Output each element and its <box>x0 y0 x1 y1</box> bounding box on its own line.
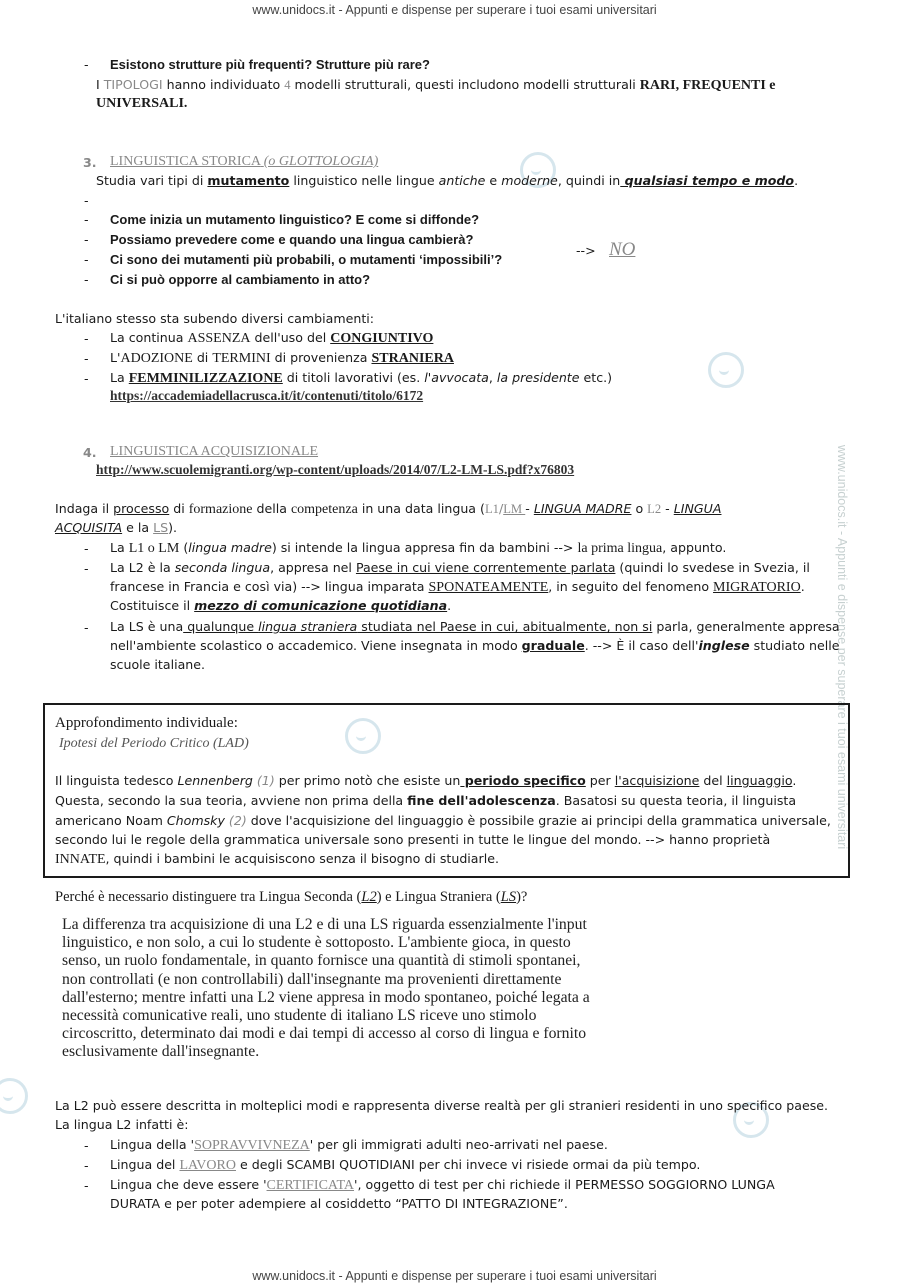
ls-item-line-2: nell'ambiente scolastico o accademico. Viene insegnata in modo graduale. --> È il caso dell'inglese studiato nelle <box>110 638 840 653</box>
l2-desc-item: Lingua del LAVORO e degli SCAMBI QUOTIDIANI per chi invece vi risiede ormai da più tempo. <box>110 1157 701 1173</box>
quoted-paragraph <box>62 916 602 1062</box>
bullet-dash: - <box>84 212 89 227</box>
question-item: Come inizia un mutamento linguistico? E come si diffonde? <box>110 212 480 227</box>
bullet-dash: - <box>84 1158 89 1173</box>
approfondimento-line-3: americano Noam Chomsky (2) dove l'acquisizione del linguaggio è possibile grazie ai principi della grammatica universale, <box>55 813 831 828</box>
question-item: Ci sono dei mutamenti più probabili, o mutamenti ‘impossibili’? <box>110 252 503 267</box>
bullet-dash: - <box>84 1138 89 1153</box>
scuolemigranti-link[interactable]: http://www.scuolemigranti.org/wp-content/uploads/2014/07/L2-LM-LS.pdf?x76803 <box>96 462 575 477</box>
l1-item: La L1 o LM (lingua madre) si intende la lingua appresa fin da bambini --> la prima lingua, appunto. <box>110 540 727 556</box>
approfondimento-title: Approfondimento individuale: <box>55 715 238 731</box>
bullet-dash: - <box>84 272 89 287</box>
crusca-link[interactable]: https://accademiadellacrusca.it/it/contenuti/titolo/6172 <box>110 388 424 403</box>
section-4-title: LINGUISTICA ACQUISIZIONALE <box>110 444 319 459</box>
intro-question: Esistono strutture più frequenti? Strutture più rare? <box>110 57 430 72</box>
quote-line: dall'esterno; mentre infatti una L2 viene appresa in modo spontaneo, poiché legata a <box>62 988 590 1006</box>
cambiamento-item: La FEMMINILIZZAZIONE di titoli lavorativi (es. l'avvocata, la presidente etc.) <box>110 370 613 386</box>
l2-desc-item-continuation: DURATA e per poter adempiere al cosiddetto “PATTO DI INTEGRAZIONE”. <box>110 1196 568 1211</box>
bullet-dash: - <box>84 561 89 576</box>
l2-item-line-1: La L2 è la seconda lingua, appresa nel Paese in cui viene correntemente parlata (quindi lo svedese in Svezia, il <box>110 560 810 575</box>
bullet-dash: - <box>84 371 89 386</box>
indaga-line-1: Indaga il processo di formazione della competenza in una data lingua (L1/LM - LINGUA MADRE o L2 - LINGUA <box>55 501 722 517</box>
answer-arrow: --> <box>576 243 596 258</box>
approfondimento-line-4: secondo lui le regole della grammatica universale sono presenti in tutte le lingue del mondo. --> hanno proprietà <box>55 832 771 847</box>
quote-line: circoscritto, determinato dai modi e dai tempi di accesso al corso di lingua e fornito <box>62 1025 587 1043</box>
l2-desc-item: Lingua che deve essere 'CERTIFICATA', oggetto di test per chi richiede il PERMESSO SOGGIORNO LUNGA <box>110 1177 775 1193</box>
approfondimento-line-2: Questa, secondo la sua teoria, avviene non prima della fine dell'adolescenza. Basatosi su questa teoria, il linguista <box>55 793 797 808</box>
ls-item-line-3: scuole italiane. <box>110 657 206 672</box>
quote-line: senso, un ruolo fondamentale, in quanto fornisce una quantità di stimoli spontanei, <box>62 952 581 970</box>
ls-item-line-1: La LS è una qualunque lingua straniera studiata nel Paese in cui, abitualmente, non si parla, generalmente appresa <box>110 619 840 634</box>
watermark-header: www.unidocs.it - Appunti e dispense per superare i tuoi esami universitari <box>252 3 657 17</box>
cambiamento-item: L'ADOZIONE di TERMINI di provenienza STRANIERA <box>110 350 454 366</box>
approfondimento-subtitle: Ipotesi del Periodo Critico (LAD) <box>59 736 249 751</box>
approfondimento-line-5: INNATE, quindi i bambini le acquisiscono senza il bisogno di studiarle. <box>55 851 499 867</box>
section-3-description: Studia vari tipi di mutamento linguistico nelle lingue antiche e moderne, quindi in qualsiasi tempo e modo. <box>96 173 799 188</box>
answer-no: NO <box>609 239 636 260</box>
watermark-logo-icon <box>0 1078 28 1114</box>
cambiamento-item: La continua ASSENZA dell'uso del CONGIUNTIVO <box>110 330 434 346</box>
l2-desc-item: Lingua della 'SOPRAVVIVNEZA' per gli immigrati adulti neo-arrivati nel paese. <box>110 1137 608 1153</box>
quote-line: non controllati (e non controllabili) dall'insegnante ma provenienti direttamente <box>62 970 562 988</box>
question-item: Ci si può opporre al cambiamento in atto? <box>110 272 371 287</box>
l2-item-line-3: Costituisce il mezzo di comunicazione quotidiana. <box>110 598 452 613</box>
quote-line: linguistico, e non solo, a cui lo studente è sottoposto. L'ambiente gioca, in questo <box>62 934 571 952</box>
bullet-dash: - <box>84 351 89 366</box>
quote-line: La differenza tra acquisizione di una L2 e di una LS riguarda essenzialmente l'input <box>62 916 587 933</box>
approfondimento-line-1: Il linguista tedesco Lennenberg (1) per primo notò che esiste un periodo specifico per l'acquisizione del linguaggio. <box>55 773 797 788</box>
question-item: Possiamo prevedere come e quando una lingua cambierà? <box>110 232 474 247</box>
bullet-dash: - <box>84 57 89 72</box>
bullet-dash: - <box>84 232 89 247</box>
watermark-logo-icon <box>708 352 744 388</box>
l2-item-line-2: francese in Francia e così via) --> lingua imparata SPONATEAMENTE, in seguito del fenomeno MIGRATORIO. <box>110 579 805 595</box>
indaga-line-2: ACQUISITA e la LS). <box>55 520 178 535</box>
watermark-right: www.unidocs.it - Appunti e dispense per superare i tuoi esami universitari <box>835 444 850 850</box>
watermark-footer: www.unidocs.it - Appunti e dispense per superare i tuoi esami universitari <box>252 1269 657 1283</box>
bullet-dash: - <box>84 252 89 267</box>
intro-line-1: I TIPOLOGI hanno individuato 4 modelli strutturali, questi includono modelli strutturali RARI, FREQUENTI e <box>96 77 776 93</box>
bullet-dash: - <box>84 541 89 556</box>
bullet-dash: - <box>84 1178 89 1193</box>
quote-line: necessità comunicative reali, uno studente di italiano LS riceve uno stimolo <box>62 1007 537 1025</box>
l2-desc-line-2: La lingua L2 infatti è: <box>55 1117 189 1132</box>
quote-line: esclusivamente dall'insegnante. <box>62 1043 260 1061</box>
section-4-number: 4. <box>83 445 97 460</box>
perche-heading: Perché è necessario distinguere tra Lingua Seconda (L2) e Lingua Straniera (LS)? <box>55 889 528 905</box>
l2-desc-line-1: La L2 può essere descritta in molteplici modi e rappresenta diverse realtà per gli stranieri residenti in uno specifico paese. <box>55 1098 829 1113</box>
bullet-dash: - <box>84 620 89 635</box>
intro-line-2: UNIVERSALI. <box>96 96 188 111</box>
section-3-title: LINGUISTICA STORICA (o GLOTTOLOGIA) <box>110 154 379 169</box>
bullet-dash: - <box>84 331 89 346</box>
section-3-number: 3. <box>83 155 97 170</box>
bullet-dash: - <box>84 193 89 208</box>
cambiamenti-intro: L'italiano stesso sta subendo diversi cambiamenti: <box>55 311 375 326</box>
